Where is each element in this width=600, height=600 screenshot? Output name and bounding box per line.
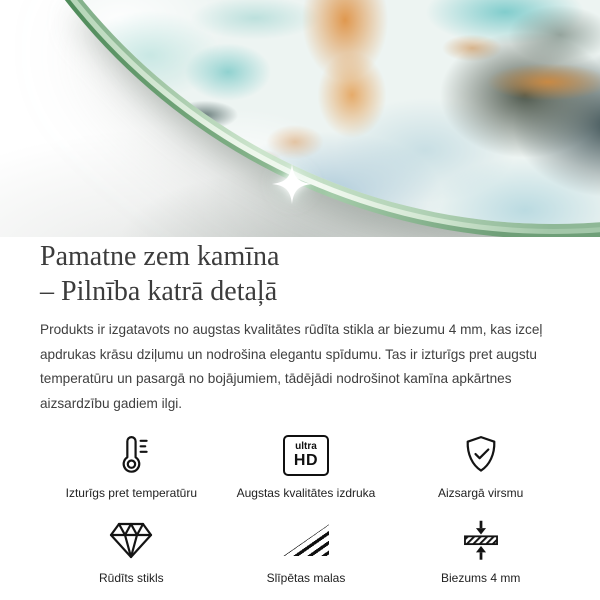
feature-item (393, 432, 568, 500)
content-section (0, 239, 600, 585)
feature-label: Aizsargā virsmu (437, 486, 524, 501)
shield-check-icon (459, 432, 503, 478)
feature-label: Slīpētas malas (266, 571, 346, 586)
feature-label: Augstas kvalitātes izdruka (236, 486, 376, 501)
page-title-line2: – Pilnība katrā detaļā (40, 276, 278, 307)
beveled-edge-icon (283, 517, 329, 563)
thickness-arrows-icon (459, 517, 503, 563)
feature-label: Rūdīts stikls (98, 571, 164, 586)
page-title (40, 239, 572, 309)
feature-item (219, 517, 394, 585)
feature-item (44, 432, 219, 500)
sparkle-glint (271, 163, 313, 205)
feature-label: Izturīgs pret temperatūru (65, 486, 198, 501)
ultra-hd-badge-bottom: HD (293, 451, 319, 469)
feature-item (44, 517, 219, 585)
thermometer-icon (109, 432, 153, 478)
feature-item (219, 432, 394, 500)
ultra-hd-badge-top: ultra (295, 440, 317, 452)
product-description: Produkts ir izgatavots no augstas kvalitātes rūdīta stikla ar biezumu 4 mm, kas izceļ apdrukas krāsu dziļumu un nodrošina elegantu spīdumu. Tas ir izturīgs pret augstu temperatūru un pasargā no bojājumiem, tādējādi nodrošinot kamīna apkārtnes aizsardzību gadiem ilgi. (40, 322, 543, 411)
ultra-hd-icon (283, 432, 329, 478)
features-grid (40, 432, 572, 585)
diamond-icon (107, 517, 155, 563)
feature-item (393, 517, 568, 585)
hero-image (0, 0, 600, 237)
feature-label: Biezums 4 mm (440, 571, 521, 586)
page-title-line1: Pamatne zem kamīna (40, 241, 280, 272)
